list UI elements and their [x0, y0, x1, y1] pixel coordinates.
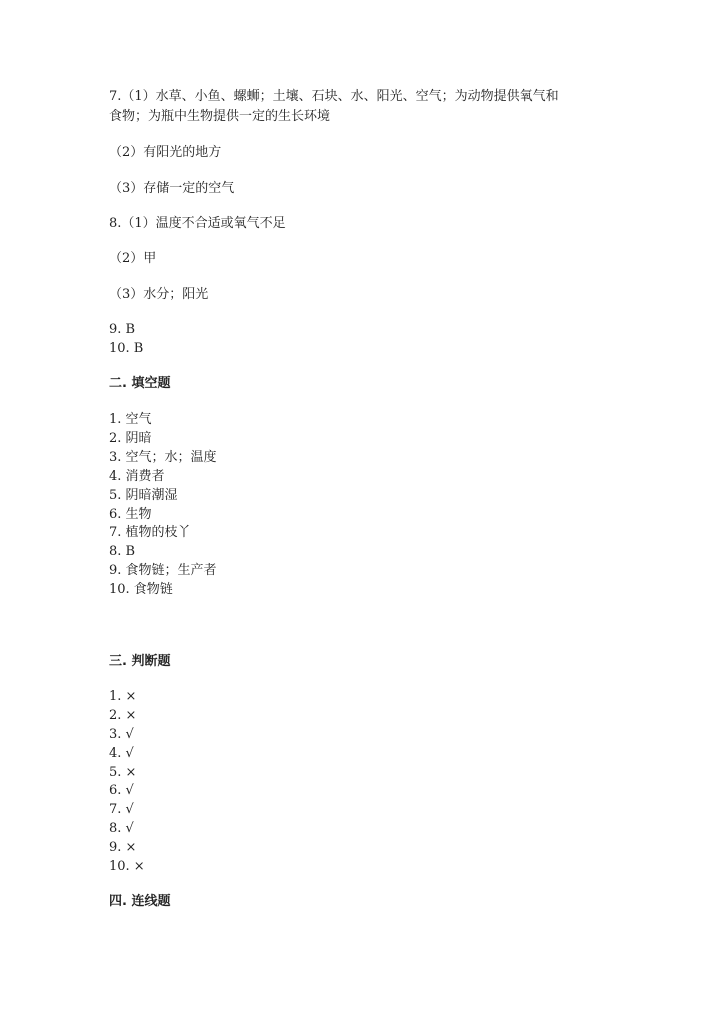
answer-q10: 10. B [109, 341, 144, 356]
answer-q8-part2: （2）甲 [109, 251, 157, 266]
answer-q7-part2: （2）有阳光的地方 [109, 145, 222, 160]
list-item: 3. 空气；水；温度 [109, 450, 217, 465]
list-item: 6. 生物 [109, 507, 152, 522]
list-item: 7. √ [109, 802, 134, 817]
list-item: 10. × [109, 859, 145, 874]
list-item: 4. √ [109, 746, 134, 761]
list-item: 6. √ [109, 783, 134, 798]
answer-q8-part1: 8.（1）温度不合适或氧气不足 [109, 216, 286, 231]
answer-q7-line1: 7.（1）水草、小鱼、螺蛳；土壤、石块、水、阳光、空气；为动物提供氧气和 [109, 89, 559, 104]
list-item: 9. × [109, 840, 137, 855]
list-item: 8. √ [109, 821, 134, 836]
list-item: 5. × [109, 765, 137, 780]
list-item: 2. × [109, 708, 137, 723]
answer-q7-line2: 食物；为瓶中生物提供一定的生长环境 [109, 109, 331, 124]
list-item: 1. × [109, 689, 137, 704]
answer-q7-part3: （3）存储一定的空气 [109, 181, 235, 196]
list-item: 4. 消费者 [109, 469, 165, 484]
list-item: 8. B [109, 544, 136, 559]
list-item: 2. 阴暗 [109, 431, 152, 446]
list-item: 7. 植物的枝丫 [109, 525, 191, 540]
list-item: 9. 食物链；生产者 [109, 563, 217, 578]
list-item: 3. √ [109, 727, 134, 742]
section-title-true-false: 三. 判断题 [109, 654, 171, 669]
list-item: 10. 食物链 [109, 582, 173, 597]
answer-q9: 9. B [109, 322, 136, 337]
section-title-matching: 四. 连线题 [109, 894, 171, 909]
list-item: 1. 空气 [109, 412, 152, 427]
answer-q8-part3: （3）水分；阳光 [109, 287, 209, 302]
list-item: 5. 阴暗潮湿 [109, 488, 178, 503]
section-title-fill-blank: 二. 填空题 [109, 376, 171, 391]
